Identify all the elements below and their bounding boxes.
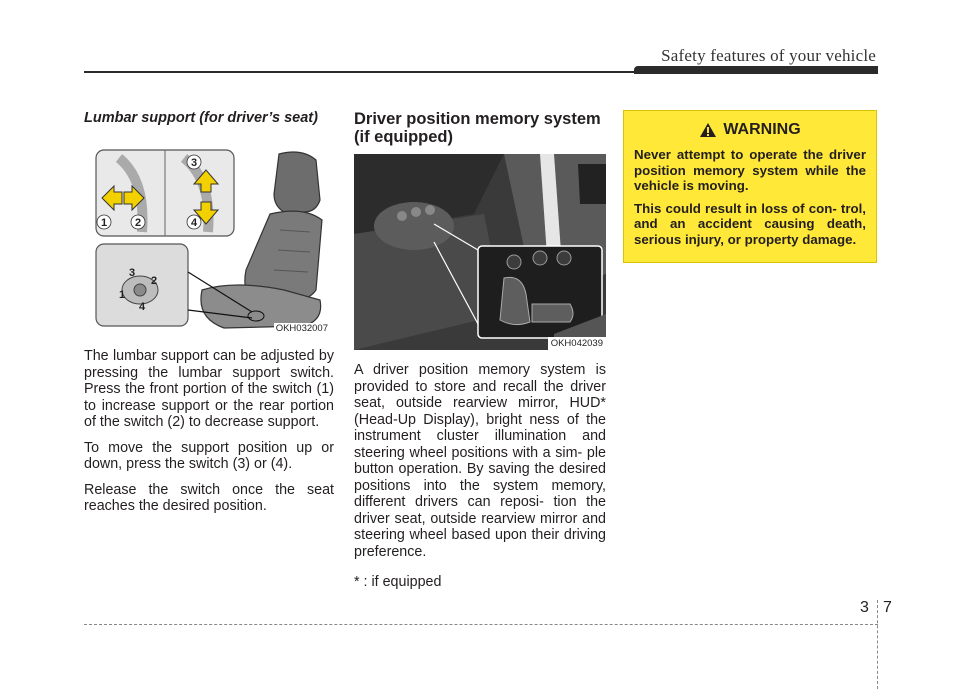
header-section-title: Safety features of your vehicle [661, 46, 876, 65]
label-3: 3 [190, 157, 198, 169]
footer-rule [84, 624, 878, 625]
memory-system-heading: Driver position memory system (if equipped) [354, 110, 601, 146]
lumbar-paragraph-3: Release the switch once the seat reaches the desired position. [84, 481, 334, 514]
memory-switch-figure [354, 154, 606, 350]
footnote: * : if equipped [354, 574, 442, 590]
column-warning [623, 110, 877, 263]
footer-divider [877, 600, 878, 689]
lumbar-subheading: Lumbar support (for driver’s seat) [84, 110, 318, 126]
label-4: 4 [190, 217, 198, 229]
label-2-switch: 2 [150, 275, 158, 287]
page-number: 7 [883, 599, 892, 616]
warning-paragraph-2: This could result in loss of con- trol, and an accident causing death, serious injury, or property damage. [634, 200, 866, 247]
column-lumbar-support [84, 110, 334, 524]
lumbar-paragraph-2: To move the support position up or down, press the switch (3) or (4). [84, 439, 334, 472]
figure-code: OKH042039 [548, 337, 606, 350]
label-2: 2 [134, 217, 142, 229]
warning-title: WARNING [723, 121, 801, 138]
label-3-switch: 3 [128, 267, 136, 279]
warning-paragraph-1: Never attempt to operate the driver position memory system while the vehicle is moving. [634, 147, 866, 193]
door-panel-photo [354, 154, 606, 350]
label-1: 1 [100, 217, 108, 229]
lumbar-support-figure [84, 140, 334, 336]
figure-code: OKH032007 [275, 323, 328, 334]
warning-triangle-icon [699, 122, 717, 138]
label-1-switch: 1 [118, 289, 126, 301]
memory-system-paragraph: A driver position memory system is provided to store and recall the driver seat, outside rearview mirror, HUD* (Head-Up Display), bright ness of the instrument cluster illumination and steering wheel positions with a sim- ple button operation. By saving the desired positions into the system memory, different drivers can reposi- tion the driver seat, outside rearview mirror and steering wheel based upon their driving preference. [354, 362, 606, 560]
seat-illustration [84, 140, 334, 336]
chapter-number: 3 [860, 599, 869, 616]
warning-box [623, 110, 877, 263]
header-rule [84, 71, 878, 73]
column-memory-system [354, 110, 606, 600]
warning-title-row [634, 121, 866, 139]
lumbar-paragraph-1: The lumbar support can be adjusted by pressing the lumbar support switch. Press the front portion of the switch (1) to increase support or the rear portion of the switch (2) to decrease support. [84, 348, 334, 430]
label-4-switch: 4 [138, 301, 146, 313]
